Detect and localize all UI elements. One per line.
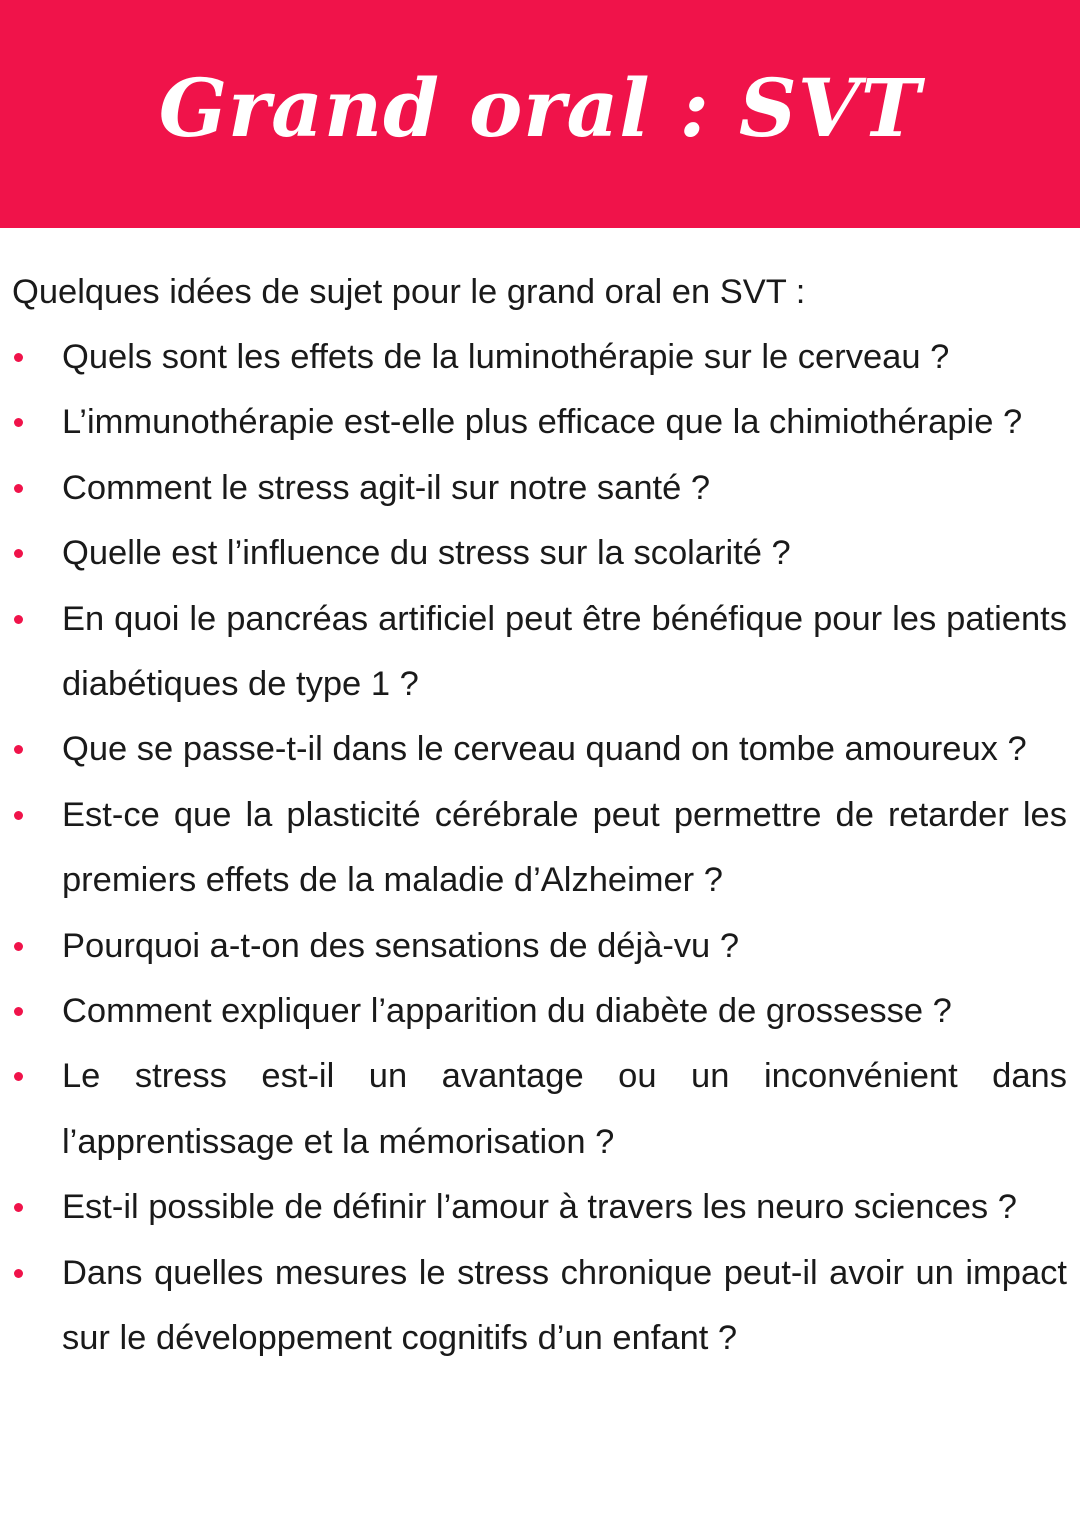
- bullet-dot-icon: [14, 811, 23, 820]
- bullet-dot-icon: [14, 1007, 23, 1016]
- bullet-dot-icon: [14, 1203, 23, 1212]
- header-banner: [0, 0, 1080, 228]
- bullet-dot-icon: [14, 418, 23, 427]
- list-item: [0, 914, 1067, 979]
- topic-text: Quels sont les effets de la luminothérapie sur le cerveau ?: [62, 338, 950, 376]
- list-item: [0, 456, 1067, 521]
- list-item: [0, 587, 1067, 718]
- page-title: Grand oral : SVT: [158, 61, 922, 155]
- list-item: [0, 979, 1067, 1044]
- bullet-dot-icon: [14, 1269, 23, 1278]
- topic-text: Est-ce que la plasticité cérébrale peut permettre de retarder les premiers effets de la maladie d’Alzheimer ?: [62, 795, 1067, 900]
- topic-text: Dans quelles mesures le stress chronique peut-il avoir un impact sur le développement cognitifs d’un enfant ?: [62, 1253, 1067, 1358]
- topic-text: Comment le stress agit-il sur notre santé ?: [62, 468, 711, 507]
- bullet-dot-icon: [14, 1072, 23, 1081]
- topic-text: Comment expliquer l’apparition du diabète de grossesse ?: [62, 992, 952, 1031]
- list-item: [0, 1175, 1067, 1240]
- topic-text: Est-il possible de définir l’amour à travers les neuro sciences ?: [62, 1188, 1017, 1227]
- topic-text: Que se passe-t-il dans le cerveau quand on tombe amoureux ?: [62, 730, 1027, 769]
- topic-list: [0, 325, 1080, 1372]
- bullet-dot-icon: [14, 549, 23, 558]
- intro-text: Quelques idées de sujet pour le grand oral en SVT :: [12, 273, 806, 311]
- list-item: [0, 390, 1067, 455]
- topic-text: Pourquoi a-t-on des sensations de déjà-vu ?: [62, 926, 740, 965]
- bullet-dot-icon: [14, 353, 23, 362]
- list-item: [0, 1044, 1067, 1175]
- list-item: [0, 325, 1067, 390]
- list-item: [0, 1241, 1067, 1372]
- list-item: [0, 783, 1067, 914]
- list-item: [0, 521, 1067, 586]
- bullet-dot-icon: [14, 484, 23, 493]
- bullet-dot-icon: [14, 942, 23, 951]
- topic-text: En quoi le pancréas artificiel peut être bénéfique pour les patients diabétiques de type 1 ?: [62, 599, 1067, 704]
- topic-text: L’immunothérapie est-elle plus efficace que la chimiothérapie ?: [62, 403, 1023, 442]
- list-item: [0, 717, 1067, 782]
- topic-text: Le stress est-il un avantage ou un inconvénient dans l’apprentissage et la mémorisation ?: [62, 1057, 1067, 1161]
- bullet-dot-icon: [14, 615, 23, 624]
- bullet-dot-icon: [14, 745, 23, 754]
- topic-text: Quelle est l’influence du stress sur la scolarité ?: [62, 534, 791, 573]
